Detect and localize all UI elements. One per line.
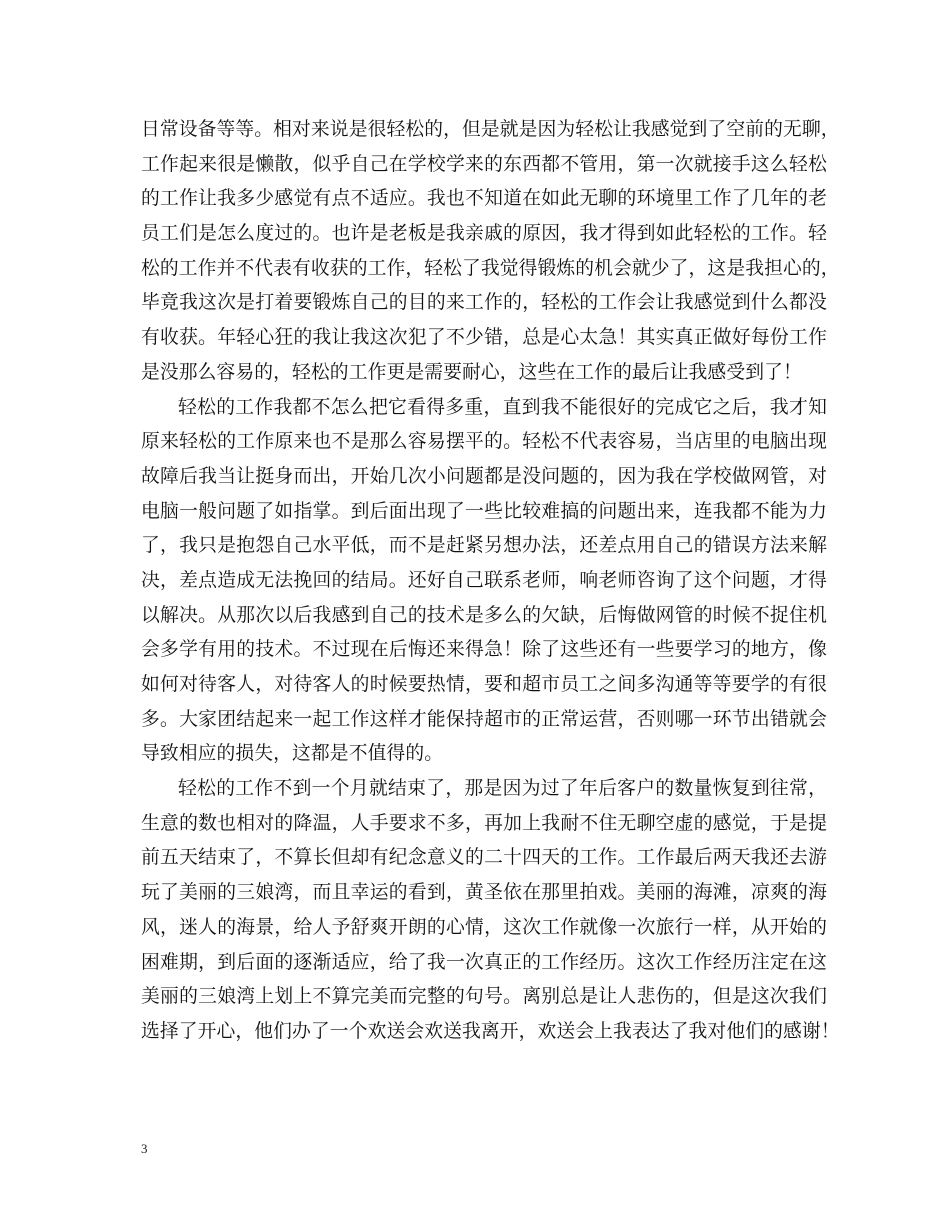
text-line: 美丽的三娘湾上划上不算完美而完整的句号。离别总是让人悲伤的，但是这次我们: [141, 986, 827, 1008]
text-line: 选择了开心，他们办了一个欢送会欢送我离开，欢送会上我表达了我对他们的感谢！: [141, 1020, 840, 1042]
text-line: 轻松的工作不到一个月就结束了，那是因为过了年后客户的数量恢复到往常，: [178, 778, 827, 800]
text-line: 是没那么容易的，轻松的工作更是需要耐心，这些在工作的最后让我感受到了！: [141, 361, 802, 383]
text-line: 如何对待客人，对待客人的时候要热情，要和超市员工之间多沟通等等要学的有很: [141, 674, 827, 695]
text-line: 轻松的工作我都不怎么把它看得多重，直到我不能很好的完成它之后，我才知: [178, 396, 827, 418]
text-line: 风，迷人的海景，给人予舒爽开朗的心情，这次工作就像一次旅行一样，从开始的: [141, 916, 827, 938]
text-line: 松的工作并不代表有收获的工作，轻松了我觉得锻炼的机会就少了，这是我担心的，: [141, 257, 840, 279]
text-line: 员工们是怎么度过的。也许是老板是我亲戚的原因，我才得到如此轻松的工作。轻: [141, 223, 827, 245]
text-line: 会多学有用的技术。不过现在后悔还来得急！除了这些还有一些要学习的地方，像: [141, 639, 827, 661]
text-line: 玩了美丽的三娘湾，而且幸运的看到，黄圣依在那里拍戏。美丽的海滩，凉爽的海: [141, 882, 827, 904]
text-line: 日常设备等等。相对来说是很轻松的，但是就是因为轻松让我感觉到了空前的无聊，: [141, 119, 840, 140]
text-line: 电脑一般问题了如指掌。到后面出现了一些比较难搞的问题出来，连我都不能为力: [141, 500, 827, 522]
text-line: 导致相应的损失，这都是不值得的。: [141, 743, 444, 765]
text-line: 工作起来很是懒散，似乎自己在学校学来的东西都不管用，第一次就接手这么轻松: [141, 153, 827, 175]
text-line: 困难期，到后面的逐渐适应，给了我一次真正的工作经历。这次工作经历注定在这: [141, 951, 827, 973]
text-line: 原来轻松的工作原来也不是那么容易摆平的。轻松不代表容易，当店里的电脑出现: [141, 431, 827, 453]
text-line: 前五天结束了，不算长但却有纪念意义的二十四天的工作。工作最后两天我还去游: [141, 847, 827, 869]
text-line: 毕竟我这次是打着要锻炼自己的目的来工作的，轻松的工作会让我感觉到什么都没: [141, 292, 827, 314]
paragraph-1: [141, 113, 840, 391]
text-line: 以解决。从那次以后我感到自己的技术是多么的欠缺，后悔做网管的时候不捉住机: [141, 604, 827, 626]
text-line: 多。大家团结起来一起工作这样才能保持超市的正常运营，否则哪一环节出错就会: [141, 708, 827, 730]
text-line: 决，差点造成无法挽回的结局。还好自己联系老师，响老师咨询了这个问题，才得: [141, 569, 827, 591]
text-line: 的工作让我多少感觉有点不适应。我也不知道在如此无聊的环境里工作了几年的老: [141, 188, 827, 210]
paragraph-2: [141, 391, 827, 773]
text-line: 了，我只是抱怨自己水平低，而不是赶紧另想办法，还差点用自己的错误方法来解: [141, 535, 827, 557]
body-text: [141, 113, 840, 1050]
text-line: 生意的数也相对的降温，人手要求不多，再加上我耐不住无聊空虚的感觉，于是提: [141, 812, 827, 834]
text-line: 故障后我当让挺身而出，开始几次小问题都是没问题的，因为我在学校做网管，对: [141, 465, 827, 487]
text-line: 有收获。年轻心狂的我让我这次犯了不少错，总是心太急！其实真正做好每份工作: [141, 327, 827, 349]
page-number: 3: [141, 1141, 148, 1156]
paragraph-3: [141, 772, 840, 1050]
